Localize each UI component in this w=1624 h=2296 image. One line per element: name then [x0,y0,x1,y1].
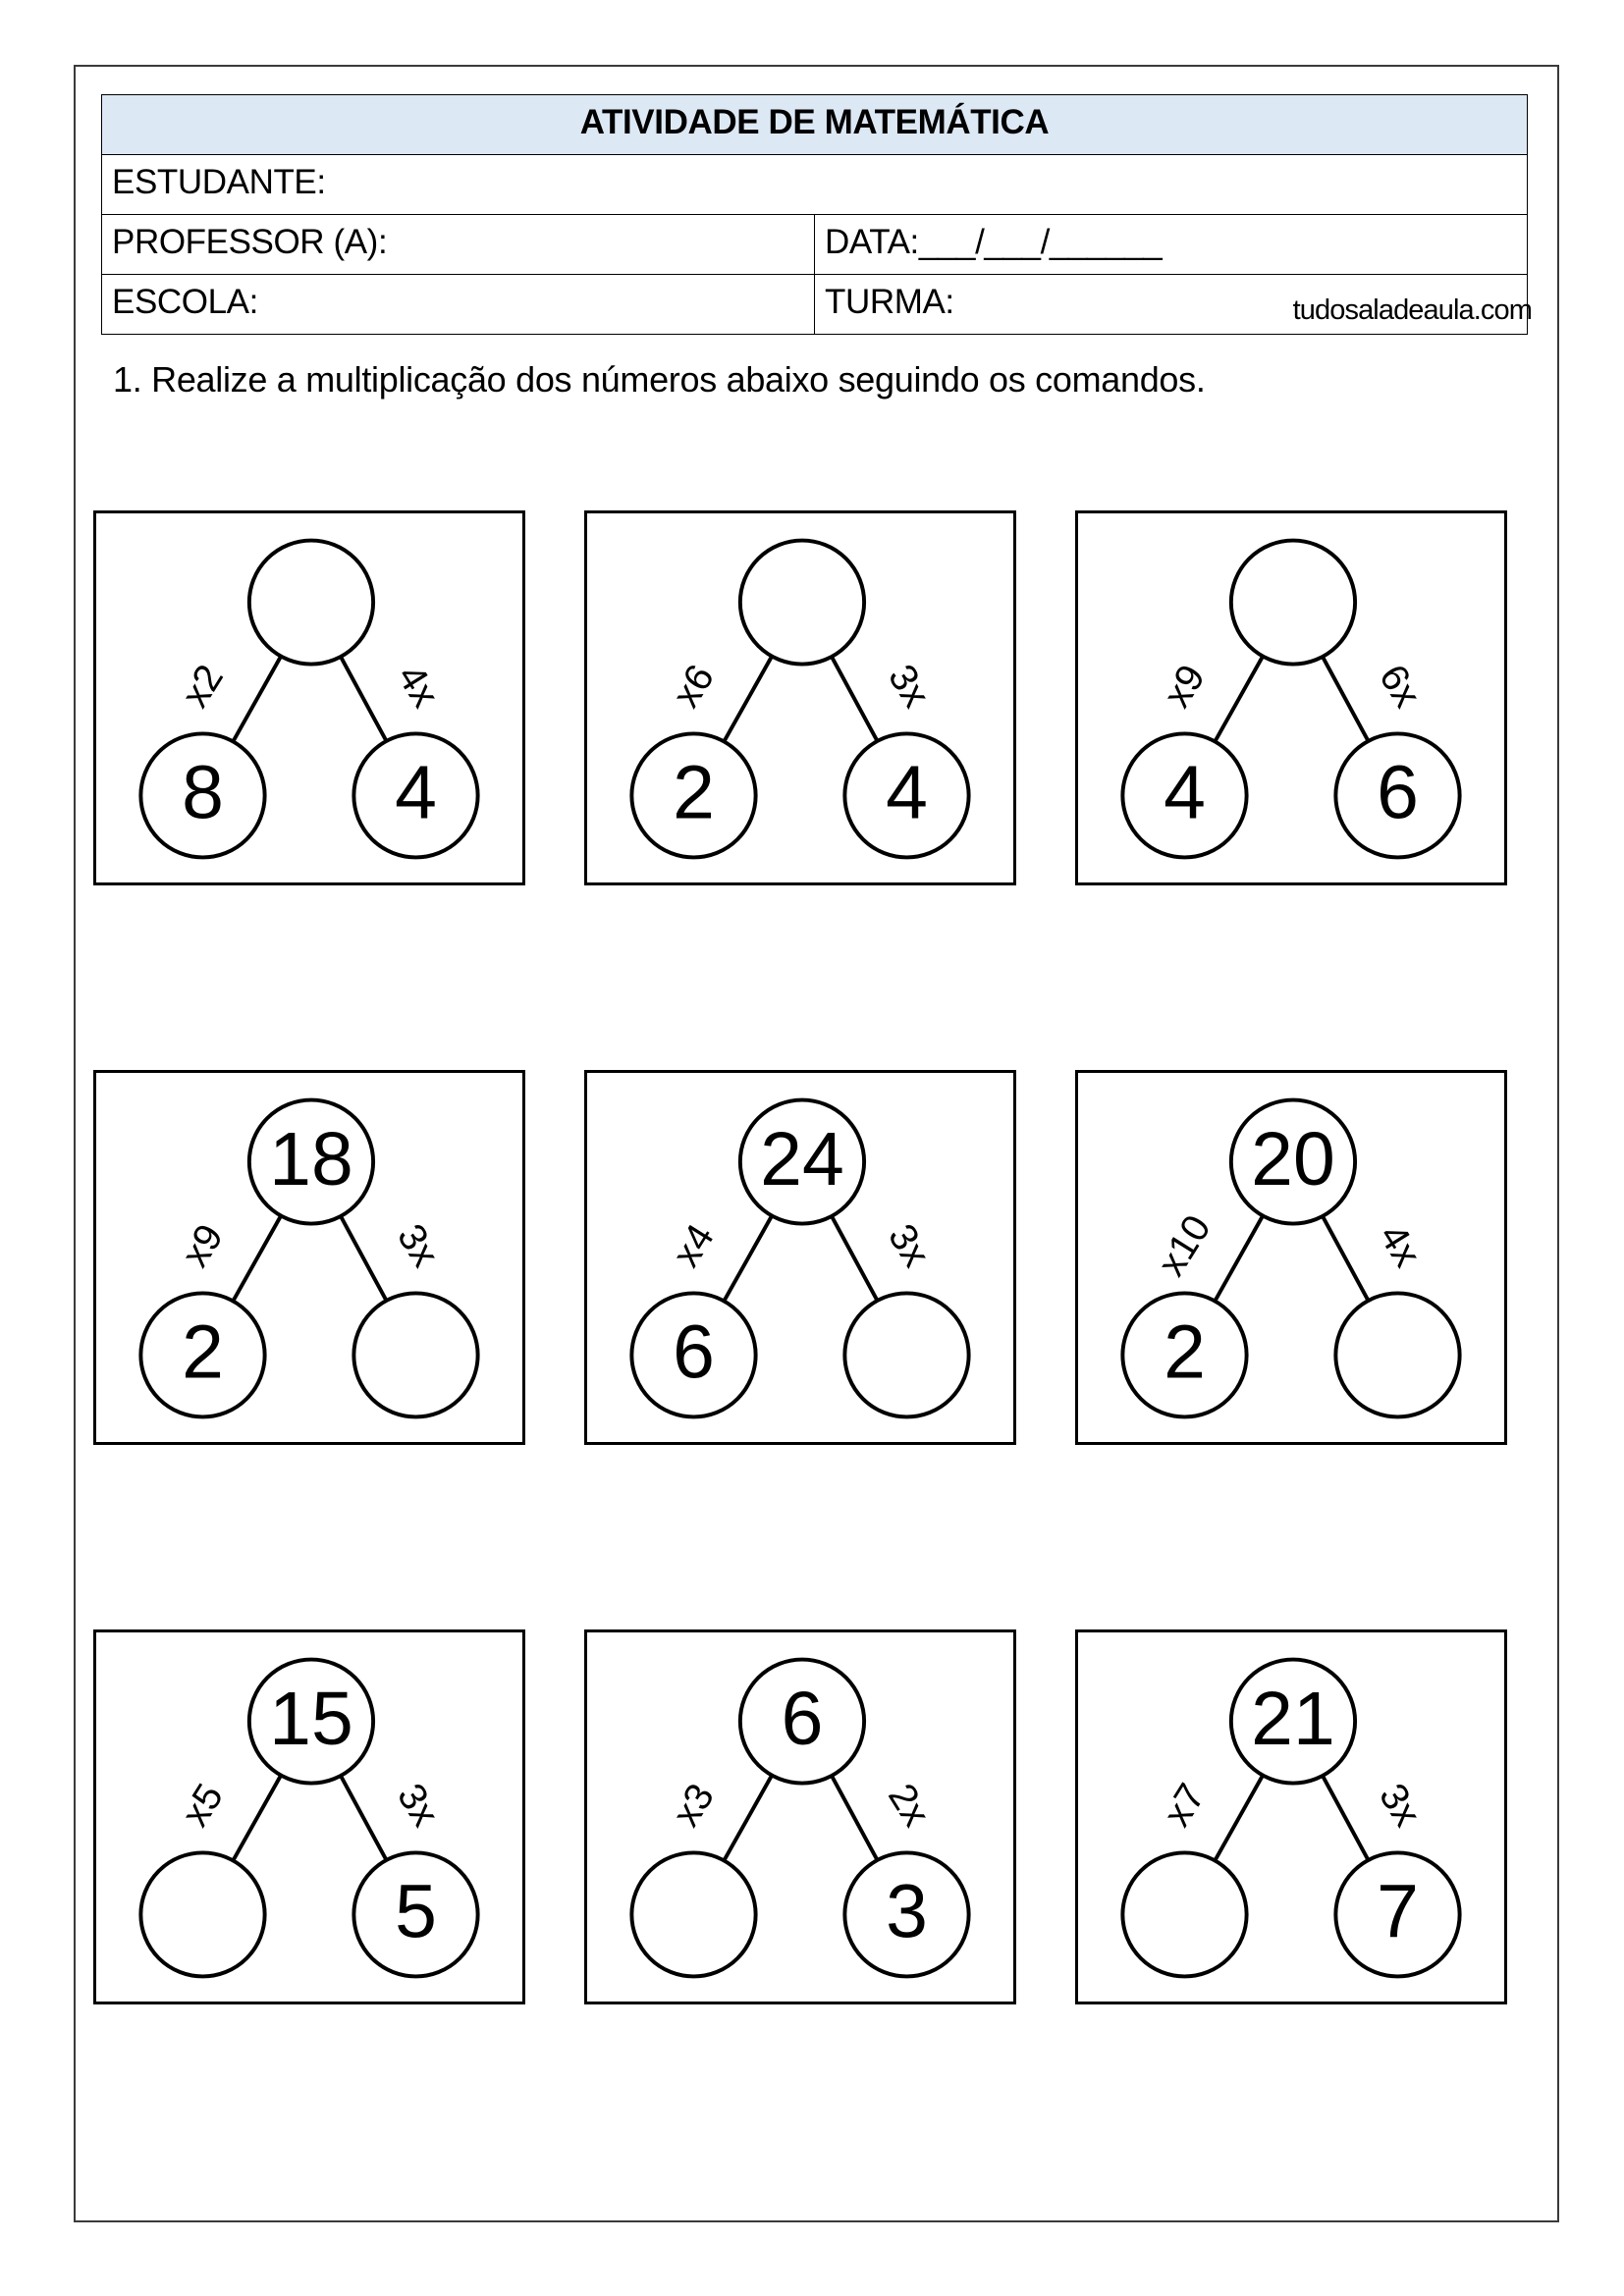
node-value-top: 21 [1251,1676,1335,1761]
operation-label-right: 3x [1370,1776,1430,1835]
operation-label-left: x9 [1155,657,1214,716]
table-row-student [102,155,1528,215]
node-value-right: 6 [1377,750,1419,835]
operation-label-left: x7 [1155,1776,1214,1835]
operation-label-right: 6x [1370,657,1430,716]
exercise-box [584,510,1016,885]
operation-label-right: 3x [879,657,939,716]
operation-label-left: x9 [173,1216,232,1275]
exercise-box [1075,1629,1507,2004]
node-value-right: 4 [886,750,928,835]
branch-line-right [1323,1216,1369,1301]
exercise-box [93,510,525,885]
node-circle-right[interactable] [844,1293,968,1416]
node-value-left: 4 [1164,750,1206,835]
node-circle-top[interactable] [740,541,864,665]
data-field[interactable]: DATA:___/___/______ [815,215,1528,275]
branch-line-left [233,1216,281,1302]
operation-label-right: 4x [1370,1216,1430,1275]
worksheet-page [74,65,1559,2222]
branch-line-right [341,1776,387,1860]
node-value-left: 2 [1164,1309,1206,1395]
operation-label-right: 2x [879,1776,939,1835]
branch-line-left [233,657,281,742]
operation-label-right: 3x [388,1216,448,1275]
operation-label-left: x4 [664,1216,723,1275]
operation-label-left: x3 [664,1776,723,1835]
branch-line-right [832,1776,878,1860]
node-value-right: 4 [395,750,437,835]
operation-label-right: 3x [879,1216,939,1275]
professor-field[interactable]: PROFESSOR (A): [102,215,815,275]
node-value-left: 2 [182,1309,224,1395]
node-circle-left[interactable] [1122,1852,1246,1976]
node-value-top: 6 [781,1676,824,1761]
table-row-teacher-date [102,215,1528,275]
branch-line-left [724,1776,772,1861]
exercise-box [1075,1070,1507,1445]
node-value-right: 5 [395,1869,437,1954]
node-circle-left[interactable] [631,1852,755,1976]
node-value-top: 15 [269,1676,353,1761]
branch-line-left [724,657,772,742]
turma-field[interactable]: TURMA: [815,275,1528,335]
estudante-field[interactable]: ESTUDANTE: [102,155,1528,215]
node-value-left: 2 [673,750,715,835]
node-circle-top[interactable] [249,541,373,665]
branch-line-right [341,657,387,741]
node-circle-right[interactable] [353,1293,477,1416]
branch-line-left [233,1776,281,1861]
node-value-right: 7 [1377,1869,1419,1954]
branch-line-right [832,1216,878,1301]
operation-label-left: x10 [1149,1207,1219,1284]
node-value-top: 24 [760,1116,844,1201]
branch-line-left [1215,1216,1263,1302]
site-watermark: tudosaladeaula.com [1292,294,1532,326]
branch-line-left [1215,657,1263,742]
node-value-left: 8 [182,750,224,835]
exercise-box [584,1070,1016,1445]
node-value-top: 20 [1251,1116,1335,1201]
question-instruction: 1. Realize a multiplicação dos números abaixo seguindo os comandos. [113,359,1206,400]
branch-line-right [1323,1776,1369,1860]
operation-label-left: x5 [173,1776,232,1835]
node-circle-left[interactable] [140,1852,264,1976]
escola-field[interactable]: ESCOLA: [102,275,815,335]
exercise-box [584,1629,1016,2004]
exercise-grid [93,510,1543,2004]
node-circle-top[interactable] [1231,541,1355,665]
exercise-box [1075,510,1507,885]
node-value-right: 3 [886,1869,928,1954]
branch-line-left [724,1216,772,1302]
branch-line-right [1323,657,1369,741]
branch-line-left [1215,1776,1263,1861]
operation-label-left: x6 [664,657,723,716]
node-value-left: 6 [673,1309,715,1395]
operation-label-right: 4x [388,657,448,716]
exercise-box [93,1070,525,1445]
branch-line-right [341,1216,387,1301]
worksheet-title: ATIVIDADE DE MATEMÁTICA [102,95,1528,155]
node-circle-right[interactable] [1335,1293,1459,1416]
operation-label-right: 3x [388,1776,448,1835]
node-value-top: 18 [269,1116,353,1201]
operation-label-left: x2 [173,657,232,716]
table-row-title [102,95,1528,155]
exercise-box [93,1629,525,2004]
branch-line-right [832,657,878,741]
